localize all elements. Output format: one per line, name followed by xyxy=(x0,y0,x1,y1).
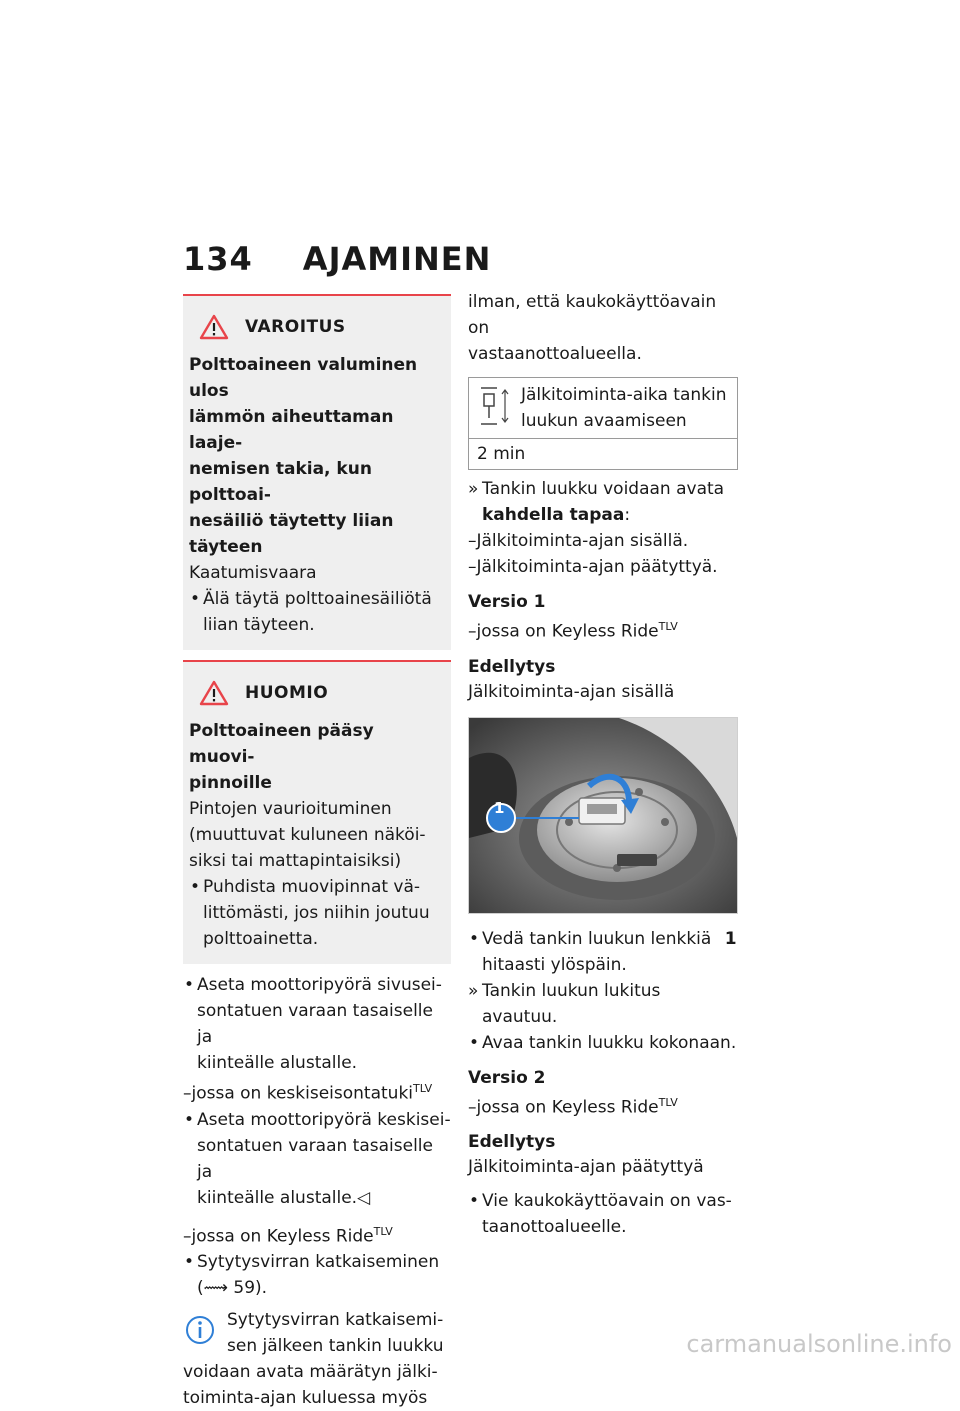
notice-hazard-line: Polttoaineen pääsy muovi- xyxy=(189,721,374,767)
condition-text: –jossa on Keyless Ride xyxy=(468,1097,659,1118)
step-line: • Aseta moottoripyörä keskisei- xyxy=(197,1109,451,1130)
page-reference[interactable]: (⟿ 59). xyxy=(197,1278,268,1299)
condition-text: –jossa on Keyless Ride xyxy=(468,621,659,642)
info-line: voidaan avata määrätyn jälki- xyxy=(183,1362,438,1383)
tlv-marker: TLV xyxy=(373,1224,393,1238)
condition-center-stand xyxy=(183,1076,451,1107)
option-item: –Jälkitoiminta-ajan sisällä. xyxy=(468,531,689,551)
result-unlock: » Tankin luukun lukitus avautuu. xyxy=(468,978,738,1030)
info-line: sen jälkeen tankin luukku xyxy=(227,1336,444,1357)
condition-text: –jossa on keskiseisontatuki xyxy=(183,1083,414,1104)
condition-text: –jossa on Keyless Ride xyxy=(183,1226,374,1247)
step-line: • Aseta moottoripyörä sivusei- xyxy=(197,975,442,995)
step-ignition-off xyxy=(183,1249,451,1301)
warning-triangle-icon xyxy=(199,314,229,340)
step-bring-key xyxy=(468,1188,738,1240)
tlv-marker: TLV xyxy=(658,620,678,633)
info-line: Sytytysvirran katkaisemi- xyxy=(227,1310,444,1331)
warning-hazard-line: lämmön aiheuttaman laaje- xyxy=(189,407,394,453)
warning-callout xyxy=(183,294,451,650)
notice-header xyxy=(199,680,443,706)
notice-consequence xyxy=(189,796,443,874)
notice-consequence-line: Pintojen vaurioituminen xyxy=(189,799,392,819)
condition-keyless xyxy=(183,1219,451,1250)
notice-hazard xyxy=(189,718,443,796)
notice-consequence-line: (muuttuvat kuluneen näköi- xyxy=(189,825,426,845)
warning-action-line: • Älä täytä polttoainesäiliötä xyxy=(203,589,432,609)
warning-hazard xyxy=(189,352,443,560)
step-callout-ref: 1 xyxy=(724,928,737,949)
tlv-marker: TLV xyxy=(658,1095,678,1109)
step-line: kiinteälle alustalle.◁ xyxy=(197,1187,371,1208)
warning-header xyxy=(199,314,443,340)
fuel-cap-photo xyxy=(468,717,738,914)
notice-action xyxy=(189,874,443,952)
photo-callout-number: 1 xyxy=(494,798,505,817)
spec-label-row xyxy=(469,378,737,439)
warning-hazard-line: Polttoaineen valuminen ulos xyxy=(189,355,418,401)
spec-value: 2 min xyxy=(477,444,526,464)
info-line: toiminta-ajan kuluessa myös xyxy=(183,1388,428,1409)
step-line: taanottoalueelle. xyxy=(482,1217,627,1238)
condition-keyless xyxy=(468,1090,738,1121)
version-1-heading: Versio 1 xyxy=(468,592,546,612)
warning-hazard-line: nesäiliö täytetty liian täyteen xyxy=(189,511,394,557)
notice-label: HUOMIO xyxy=(245,683,329,703)
condition-keyless xyxy=(468,614,738,645)
requirement-text: Jälkitoiminta-ajan sisällä xyxy=(468,681,675,702)
left-column xyxy=(183,294,451,1411)
result-colon: : xyxy=(624,505,631,525)
requirement-text: Jälkitoiminta-ajan päätyttyä xyxy=(468,1157,704,1178)
spec-label-line: Jälkitoiminta-aika tankin xyxy=(521,385,727,405)
tlv-marker: TLV xyxy=(413,1082,433,1095)
info-continuation xyxy=(468,289,738,367)
step-line: sontatuen varaan tasaiselle ja xyxy=(197,1135,433,1182)
spec-label xyxy=(521,382,727,434)
chapter-title: AJAMINEN xyxy=(302,240,492,278)
step-line: Vedä tankin luukun lenkkiä xyxy=(482,928,712,949)
warning-action-line: liian täyteen. xyxy=(203,615,315,635)
notice-callout xyxy=(183,660,451,964)
step-side-stand xyxy=(183,972,451,1076)
requirement-heading: Edellytys xyxy=(468,1132,556,1153)
step-line: hitaasti ylöspäin. xyxy=(482,954,627,975)
step-pull-loop xyxy=(468,926,738,978)
right-column xyxy=(468,289,738,1240)
notice-action-line: • Puhdista muovipinnat vä- xyxy=(203,877,421,897)
info-note xyxy=(183,1307,451,1411)
spec-table xyxy=(468,377,738,470)
notice-action-line: littömästi, jos niihin joutuu xyxy=(203,903,430,923)
notice-consequence-line: siksi tai mattapintaisiksi) xyxy=(189,851,402,871)
step-line: sontatuen varaan tasaiselle ja xyxy=(197,1001,433,1047)
step-line: kiinteälle alustalle. xyxy=(197,1053,358,1073)
result-two-ways xyxy=(468,476,738,528)
info-line: ilman, että kaukokäyttöavain on xyxy=(468,292,717,338)
warning-action xyxy=(189,586,443,638)
watermark: carmanualsonline.info xyxy=(686,1330,952,1358)
notice-hazard-line: pinnoille xyxy=(189,773,272,793)
warning-consequence: Kaatumisvaara xyxy=(189,563,317,583)
info-line: vastaanottoalueella. xyxy=(468,344,642,364)
page-number: 134 xyxy=(183,240,253,278)
step-center-stand xyxy=(183,1107,451,1211)
page-header xyxy=(183,240,491,278)
result-line: » Tankin luukku voidaan avata xyxy=(482,479,725,499)
step-line: • Sytytysvirran katkaiseminen xyxy=(197,1252,440,1273)
requirement-heading: Edellytys xyxy=(468,656,556,677)
step-line: • Vie kaukokäyttöavain on vas- xyxy=(482,1191,732,1212)
warning-triangle-icon xyxy=(199,680,229,706)
warning-label: VAROITUS xyxy=(245,317,346,337)
spec-label-line: luukun avaamiseen xyxy=(521,411,687,431)
option-list xyxy=(468,528,738,580)
info-icon xyxy=(185,1313,215,1347)
spec-value-icon xyxy=(475,382,513,430)
step-open-fully: • Avaa tankin luukku kokonaan. xyxy=(468,1030,738,1056)
version-2-heading: Versio 2 xyxy=(468,1067,546,1088)
option-item: –Jälkitoiminta-ajan päätyttyä. xyxy=(468,557,718,577)
warning-hazard-line: nemisen takia, kun polttoai- xyxy=(189,459,372,505)
result-emphasis: kahdella tapaa xyxy=(482,505,625,525)
notice-action-line: polttoainetta. xyxy=(203,929,319,949)
